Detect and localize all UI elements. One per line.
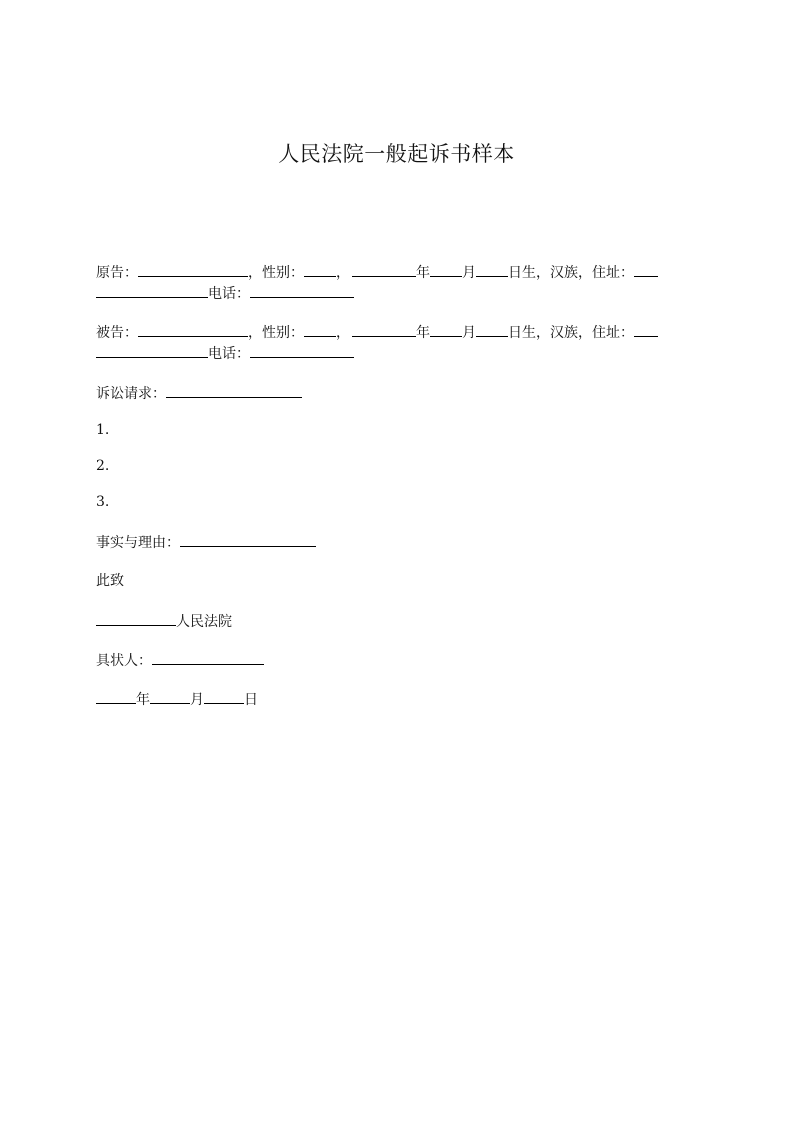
facts-line (96, 532, 316, 553)
defendant-year-label: 年 (416, 325, 430, 341)
plaintiff-year-label: 年 (416, 265, 430, 281)
plaintiff-address-field[interactable] (634, 262, 658, 277)
defendant-name-field[interactable] (138, 322, 248, 337)
plaintiff-phone-field[interactable] (250, 283, 354, 298)
defendant-line-1: 被告： ，性别： ， 年 月 日生，汉族，住址： (96, 322, 658, 343)
defendant-label: 被告： (96, 325, 138, 341)
defendant-birth-month-field[interactable] (430, 322, 462, 337)
date-day-field[interactable] (204, 689, 244, 704)
court-suffix: 人民法院 (176, 614, 232, 630)
signer-field[interactable] (152, 650, 264, 665)
claim-item: 3. (96, 494, 110, 510)
plaintiff-address-continued-field[interactable] (96, 283, 208, 298)
defendant-birth-day-field[interactable] (476, 322, 508, 337)
plaintiff-month-label: 月 (462, 265, 476, 281)
plaintiff-birth-year-field[interactable] (352, 262, 416, 277)
claim-item: 1. (96, 422, 110, 438)
claims-field[interactable] (166, 383, 302, 398)
defendant-birth-year-field[interactable] (352, 322, 416, 337)
defendant-gender-field[interactable] (304, 322, 336, 337)
claims-line (96, 383, 302, 404)
plaintiff-phone-label: 电话： (208, 286, 250, 302)
date-month-label: 月 (190, 692, 204, 708)
defendant-line-2 (96, 343, 354, 364)
signer-line (96, 650, 264, 671)
facts-label: 事实与理由： (96, 535, 180, 551)
plaintiff-line-2 (96, 283, 354, 304)
plaintiff-gender-label: ，性别： (248, 265, 304, 281)
claim-item: 2. (96, 458, 110, 474)
claims-label: 诉讼请求： (96, 386, 166, 402)
defendant-address-field[interactable] (634, 322, 658, 337)
defendant-phone-label: 电话： (208, 346, 250, 362)
salutation: 此致 (96, 573, 124, 589)
defendant-month-label: 月 (462, 325, 476, 341)
defendant-phone-field[interactable] (250, 343, 354, 358)
defendant-born-label: 日生，汉族，住址： (508, 325, 634, 341)
defendant-address-continued-field[interactable] (96, 343, 208, 358)
date-day-label: 日 (244, 692, 258, 708)
plaintiff-birth-day-field[interactable] (476, 262, 508, 277)
plaintiff-name-field[interactable] (138, 262, 248, 277)
court-name-field[interactable] (96, 611, 176, 626)
plaintiff-label: 原告： (96, 265, 138, 281)
court-line (96, 611, 232, 632)
facts-field[interactable] (180, 532, 316, 547)
date-line (96, 689, 258, 710)
plaintiff-line-1: 原告： ，性别： ， 年 月 日生，汉族，住址： (96, 262, 658, 283)
plaintiff-born-label: 日生，汉族，住址： (508, 265, 634, 281)
page-title: 人民法院一般起诉书样本 (278, 142, 515, 166)
defendant-gender-label: ，性别： (248, 325, 304, 341)
date-month-field[interactable] (150, 689, 190, 704)
date-year-field[interactable] (96, 689, 136, 704)
plaintiff-birth-month-field[interactable] (430, 262, 462, 277)
plaintiff-gender-field[interactable] (304, 262, 336, 277)
date-year-label: 年 (136, 692, 150, 708)
signer-label: 具状人： (96, 653, 152, 669)
